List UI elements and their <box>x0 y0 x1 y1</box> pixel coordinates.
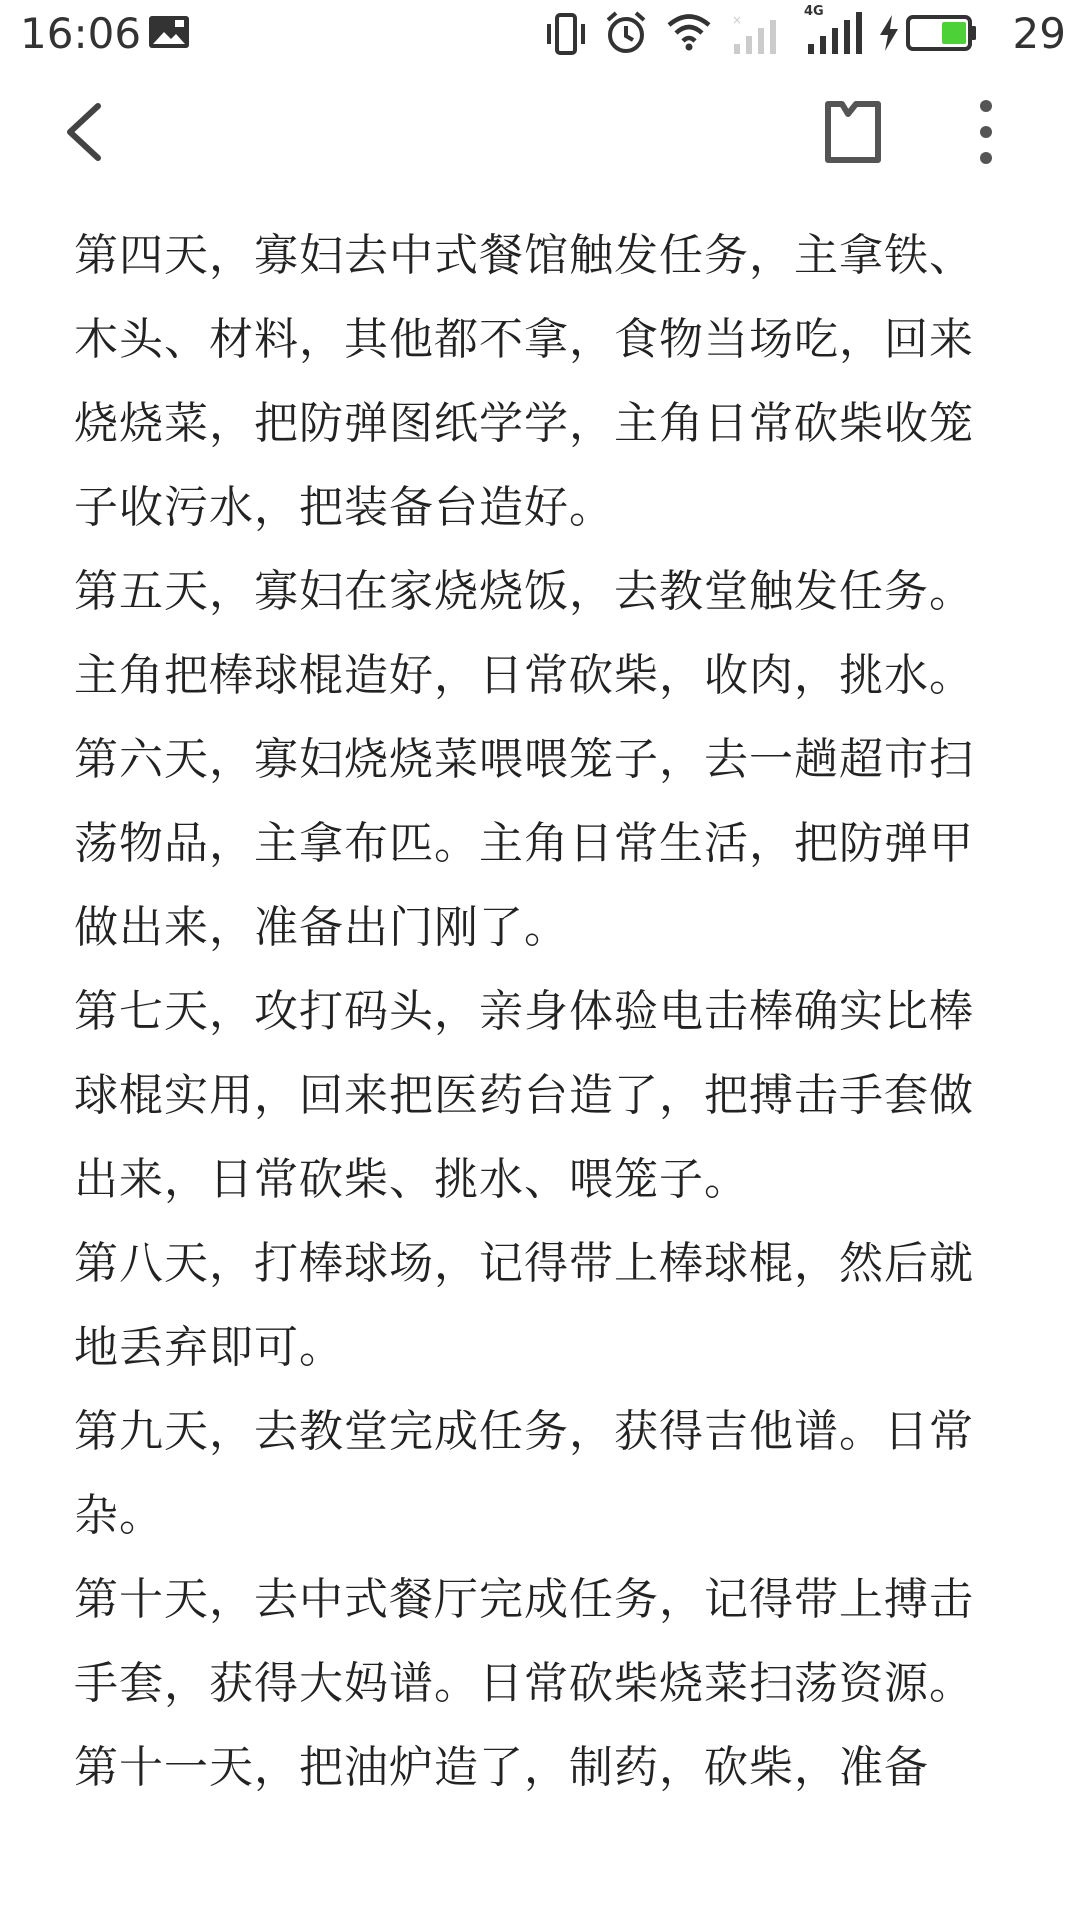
paragraph-day-7: 第七天，攻打码头，亲身体验电击棒确实比棒球棍实用，回来把医药台造了，把搏击手套做出来，日常砍柴、挑水、喂笼子。 <box>74 986 974 1205</box>
paragraph-day-4: 第四天，寡妇去中式餐馆触发任务，主拿铁、木头、材料，其他都不拿，食物当场吃，回来烧烧菜，把防弹图纸学学，主角日常砍柴收笼子收污水，把装备台造好。 <box>74 230 974 533</box>
alarm-icon <box>604 10 648 56</box>
status-icons <box>546 4 1066 60</box>
svg-text:×: × <box>732 13 743 27</box>
paragraph-day-10: 第十天，去中式餐厅完成任务，记得带上搏击手套，获得大妈谱。日常砍柴烧菜扫荡资源。 <box>74 1574 974 1709</box>
paragraph-day-9: 第九天，去教堂完成任务，获得吉他谱。日常杂。 <box>74 1406 974 1541</box>
reader-toolbar <box>0 68 1080 198</box>
battery-level: 29 <box>1012 9 1066 58</box>
article-content <box>74 214 1014 1810</box>
network-type-label: 4G <box>804 4 824 19</box>
wifi-icon <box>666 12 712 52</box>
signal-empty-icon <box>730 12 786 56</box>
status-bar <box>0 0 1080 68</box>
back-arrow-icon[interactable] <box>54 96 118 168</box>
battery-icon <box>906 14 978 52</box>
status-time: 16:06 <box>20 9 142 58</box>
bookmark-icon[interactable] <box>820 96 886 168</box>
more-vertical-icon[interactable] <box>966 96 1006 168</box>
vibrate-icon <box>546 12 586 56</box>
paragraph-day-8: 第八天，打棒球场，记得带上棒球棍，然后就地丢弃即可。 <box>74 1238 974 1373</box>
paragraph-day-6: 第六天，寡妇烧烧菜喂喂笼子，去一趟超市扫荡物品，主拿布匹。主角日常生活，把防弹甲做出来，准备出门刚了。 <box>74 734 974 953</box>
paragraph-day-11: 第十一天，把油炉造了，制药，砍柴，准备 <box>74 1742 929 1793</box>
paragraph-day-5: 第五天，寡妇在家烧烧饭，去教堂触发任务。主角把棒球棍造好，日常砍柴，收肉，挑水。 <box>74 566 974 701</box>
image-notification-icon <box>148 14 190 50</box>
charging-icon <box>878 14 900 52</box>
